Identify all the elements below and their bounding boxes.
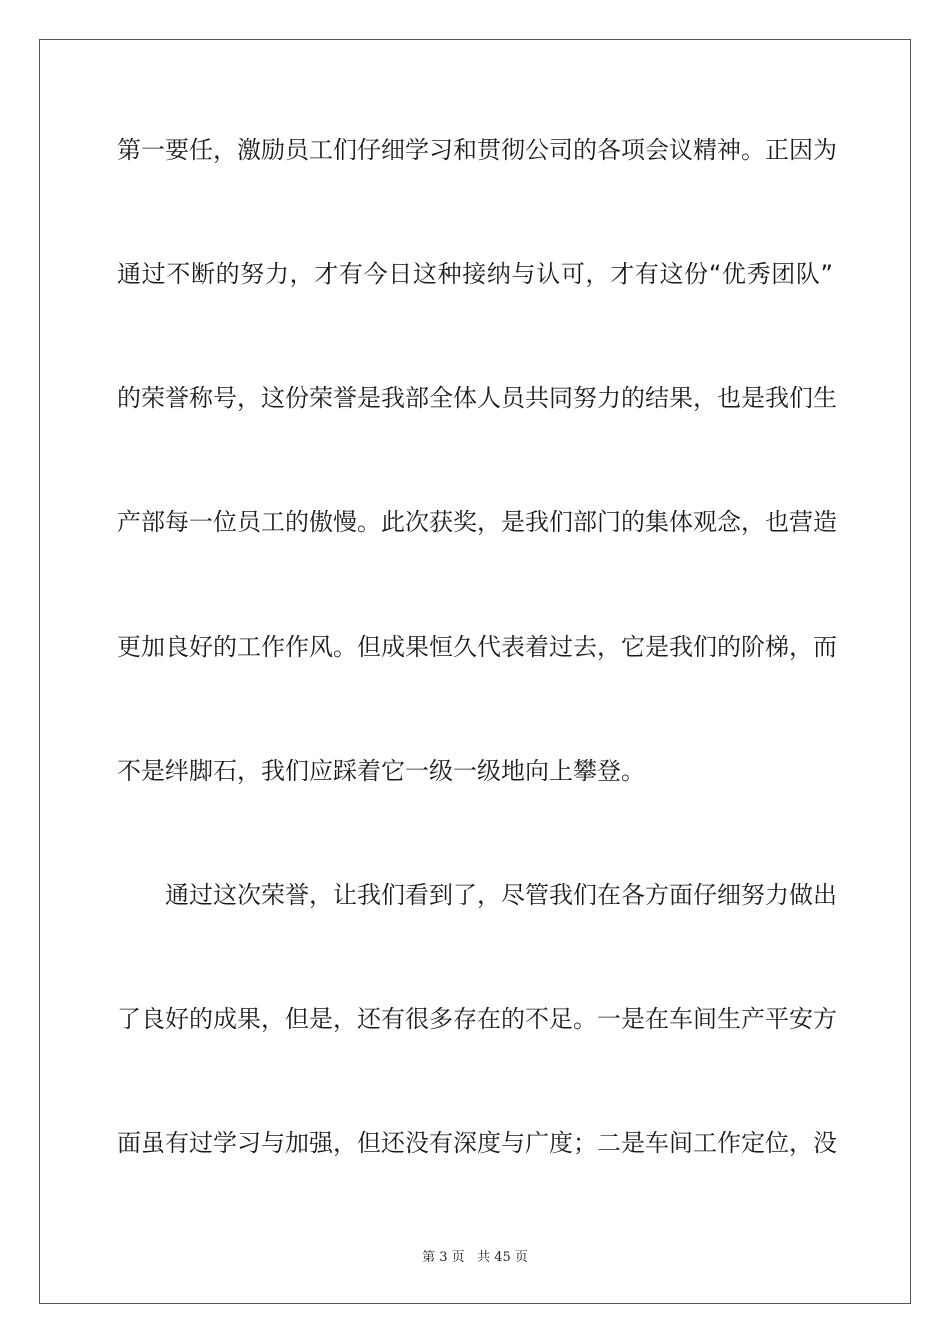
page-number: 第 3 页: [422, 1250, 465, 1265]
text-line: 不是绊脚石，我们应踩着它一级一级地向上攀登。: [117, 757, 645, 785]
page-total: 共 45 页: [477, 1250, 528, 1265]
text-line: 更加良好的工作作风。但成果恒久代表着过去，它是我们的阶梯，而: [117, 633, 837, 661]
page-footer: [0, 1246, 950, 1265]
text-line: 的荣誉称号，这份荣誉是我部全体人员共同努力的结果，也是我们生: [117, 384, 837, 412]
text-line: 通过不断的努力，才有今日这种接纳与认可，才有这份“优秀团队”: [117, 260, 833, 288]
text-line: 面虽有过学习与加强，但还没有深度与广度；二是车间工作定位，没: [117, 1129, 837, 1157]
text-line: 第一要任，激励员工们仔细学习和贯彻公司的各项会议精神。正因为: [117, 136, 837, 164]
paragraph-first-line: 通过这次荣誉，让我们看到了，尽管我们在各方面仔细努力做出: [165, 881, 837, 909]
text-line: 产部每一位员工的傲慢。此次获奖，是我们部门的集体观念，也营造: [117, 508, 837, 536]
text-line: 了良好的成果，但是，还有很多存在的不足。一是在车间生产平安方: [117, 1005, 837, 1033]
page-border: [39, 39, 911, 1304]
